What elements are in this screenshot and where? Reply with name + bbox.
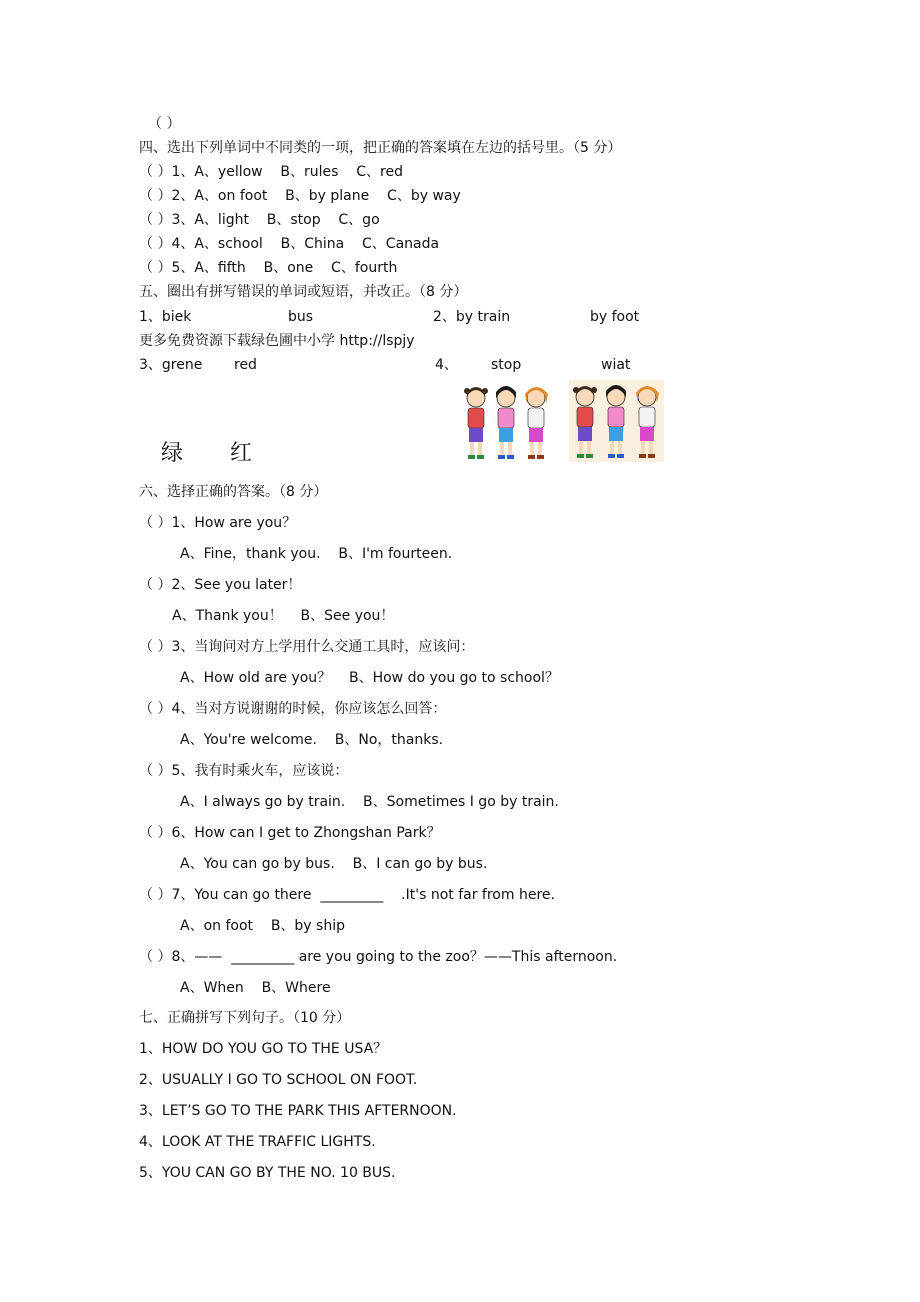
sec6-q8: （ ）8、—— _________ are you going to the zoo？——This afternoon. — [139, 949, 618, 965]
sec6-q2: （ ）2、See you later！ — [139, 577, 302, 593]
promo-text: 更多免费资源下载绿色圃中小学 http://lspjy — [139, 333, 415, 349]
sec5-number-4: 4、 — [435, 357, 458, 373]
section-4-title: 四、选出下列单词中不同类的一项，把正确的答案填在左边的括号里。（5 分） — [139, 140, 622, 156]
sec6-a5: A、I always go by train. B、Sometimes I go by train. — [180, 794, 559, 810]
sec4-item-5: （ ）5、A、fifth B、one C、fourth — [139, 260, 398, 276]
sec6-a4: A、You're welcome. B、No，thanks. — [180, 732, 444, 748]
section-6-title: 六、选择正确的答案。（8 分） — [139, 484, 328, 500]
sec6-a3: A、How old are you？ B、How do you go to school？ — [180, 670, 559, 686]
word-red-chinese: 红 — [230, 441, 253, 466]
sec5-word-by-train: 2、by train — [433, 309, 511, 325]
sec5-word-red: red — [234, 357, 257, 373]
sec5-word-bus: bus — [288, 309, 314, 325]
section-7-title: 七、正确拼写下列句子。（10 分） — [139, 1010, 351, 1026]
sec5-word-stop: stop — [491, 357, 522, 373]
girls-illustration-2 — [569, 380, 664, 462]
sec5-word-grene: 3、grene — [139, 357, 203, 373]
sec6-a6: A、You can go by bus. B、I can go by bus. — [180, 856, 488, 872]
answer-paren: （ ） — [148, 116, 181, 132]
sec6-q7: （ ）7、You can go there _________ .It's not far from here. — [139, 887, 555, 903]
word-green-chinese: 绿 — [161, 441, 184, 466]
sec6-q5: （ ）5、我有时乘火车，应该说： — [139, 763, 349, 779]
sec7-item-3: 3、LET’S GO TO THE PARK THIS AFTERNOON. — [139, 1103, 457, 1119]
sec6-q1: （ ）1、How are you？ — [139, 515, 297, 531]
section-5-title: 五、圈出有拼写错误的单词或短语，并改正。（8 分） — [139, 284, 468, 300]
sec4-item-2: （ ）2、A、on foot B、by plane C、by way — [139, 188, 461, 204]
sec5-word-wiat: wiat — [601, 357, 631, 373]
sec5-word-biek: 1、biek — [139, 309, 192, 325]
sec6-q6: （ ）6、How can I get to Zhongshan Park？ — [139, 825, 441, 841]
sec6-a8: A、When B、Where — [180, 980, 331, 996]
sec6-a2: A、Thank you！ B、See you！ — [172, 608, 395, 624]
sec7-item-5: 5、YOU CAN GO BY THE NO. 10 BUS. — [139, 1165, 396, 1181]
sec6-q4: （ ）4、当对方说谢谢的时候，你应该怎么回答： — [139, 701, 447, 717]
sec7-item-4: 4、LOOK AT THE TRAFFIC LIGHTS. — [139, 1134, 376, 1150]
sec6-a1: A、Fine，thank you. B、I'm fourteen. — [180, 546, 453, 562]
sec5-word-by-foot: by foot — [590, 309, 640, 325]
girls-illustration-1 — [461, 382, 551, 462]
sec4-item-4: （ ）4、A、school B、China C、Canada — [139, 236, 440, 252]
sec7-item-1: 1、HOW DO YOU GO TO THE USA？ — [139, 1041, 388, 1057]
sec7-item-2: 2、USUALLY I GO TO SCHOOL ON FOOT. — [139, 1072, 418, 1088]
sec6-q3: （ ）3、当询问对方上学用什么交通工具时，应该问： — [139, 639, 475, 655]
sec4-item-3: （ ）3、A、light B、stop C、go — [139, 212, 380, 228]
sec4-item-1: （ ）1、A、yellow B、rules C、red — [139, 164, 403, 180]
sec6-a7: A、on foot B、by ship — [180, 918, 345, 934]
